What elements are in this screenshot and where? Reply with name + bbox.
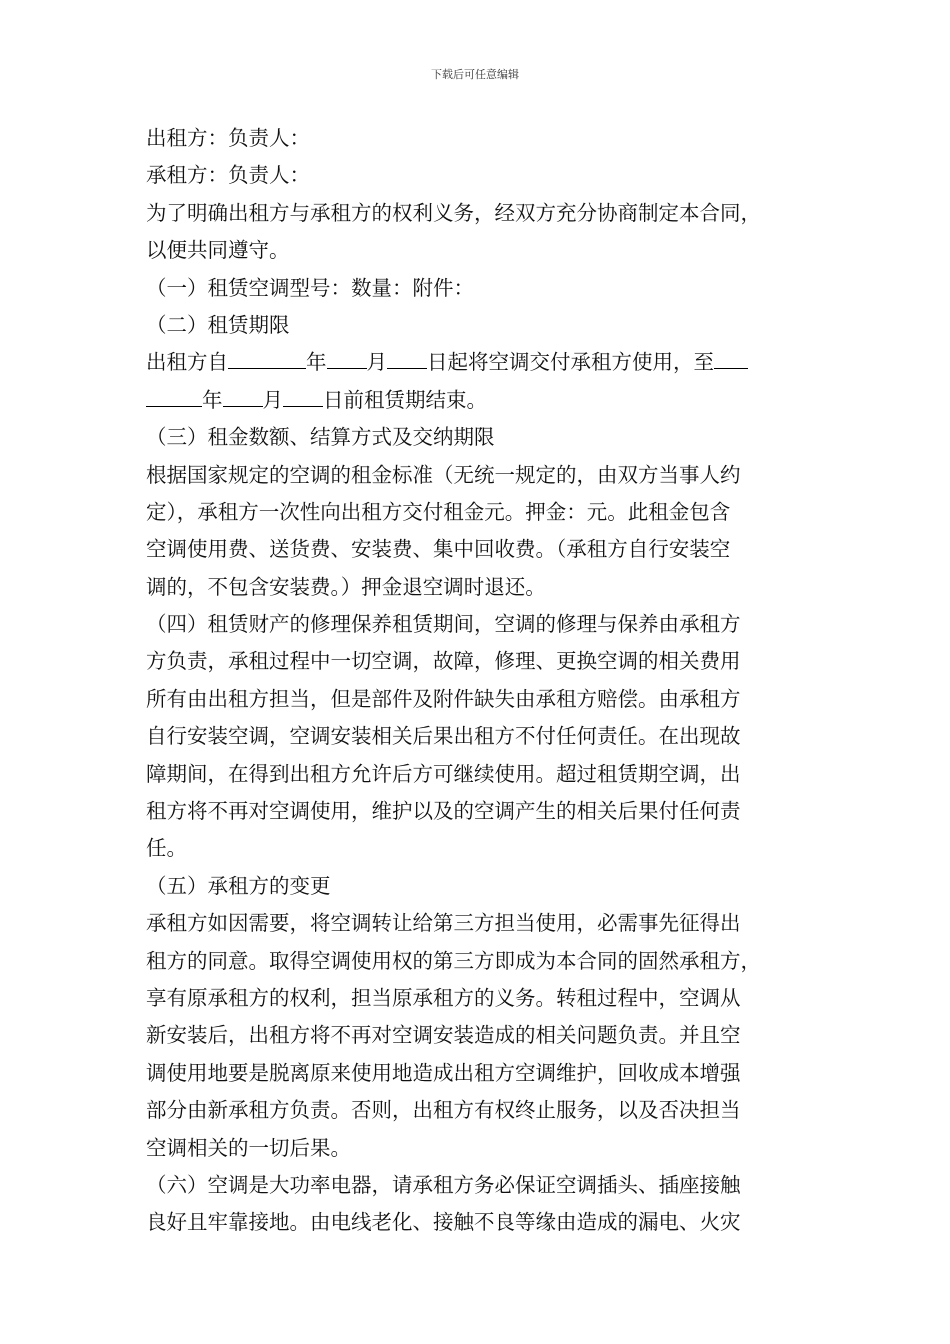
body-line: 任。 <box>146 836 187 861</box>
period-text: 月 <box>366 350 387 375</box>
body-line: 所有由出租方担当，但是部件及附件缺失由承租方赔偿。由承租方 <box>146 686 741 711</box>
period-line-2 <box>146 382 816 419</box>
body-line: 定），承租方一次性向出租方交付租金元。押金：元。此租金包含 <box>146 499 731 524</box>
body-line: 承租方：负责人： <box>146 163 310 188</box>
period-text: 年 <box>306 350 327 375</box>
blank-field <box>327 344 367 369</box>
body-line: 自行安装空调，空调安装相关后果出租方不付任何责任。在出现故 <box>146 724 741 749</box>
body-line: （二）租赁期限 <box>146 312 290 337</box>
page-header: 下载后可任意编辑 <box>431 68 519 81</box>
period-line-1 <box>146 344 816 381</box>
body-line: 承租方如因需要，将空调转让给第三方担当使用，必需事先征得出 <box>146 911 741 936</box>
body-line: 空调使用费、送货费、安装费、集中回收费。（承租方自行安装空 <box>146 537 731 562</box>
period-text: 月 <box>262 387 283 412</box>
period-text: 日起将空调交付承租方使用，至 <box>427 350 714 375</box>
body-line: 租方的同意。取得空调使用权的第三方即成为本合同的固然承租方， <box>146 948 761 973</box>
body-line: 享有原承租方的权利，担当原承租方的义务。转租过程中，空调从 <box>146 985 741 1010</box>
contract-body <box>146 120 816 1242</box>
period-text: 出租方自 <box>146 350 228 375</box>
body-line: 方负责，承租过程中一切空调，故障，修理、更换空调的相关费用 <box>146 649 741 674</box>
body-line: （四）租赁财产的修理保养租赁期间，空调的修理与保养由承租方 <box>146 612 741 637</box>
blank-field <box>283 382 323 407</box>
period-text: 日前租赁期结束。 <box>323 387 487 412</box>
period-text: 年 <box>202 387 223 412</box>
body-line: 空调相关的一切后果。 <box>146 1135 351 1160</box>
body-line: （六）空调是大功率电器，请承租方务必保证空调插头、插座接触 <box>146 1172 741 1197</box>
body-line: 障期间，在得到出租方允许后方可继续使用。超过租赁期空调，出 <box>146 761 741 786</box>
body-line: 新安装后，出租方将不再对空调安装造成的相关问题负责。并且空 <box>146 1023 741 1048</box>
blank-field <box>714 344 748 369</box>
body-line: 根据国家规定的空调的租金标准（无统一规定的，由双方当事人约 <box>146 462 741 487</box>
body-line: 租方将不再对空调使用，维护以及的空调产生的相关后果付任何责 <box>146 799 741 824</box>
body-line: 调使用地要是脱离原来使用地造成出租方空调维护，回收成本增强 <box>146 1060 741 1085</box>
body-line: （三）租金数额、结算方式及交纳期限 <box>146 425 495 450</box>
body-line: 部分由新承租方负责。否则，出租方有权终止服务，以及否决担当 <box>146 1098 741 1123</box>
body-line: （一）租赁空调型号：数量：附件： <box>146 275 474 300</box>
blank-field <box>223 382 263 407</box>
body-line: （五）承租方的变更 <box>146 873 331 898</box>
blank-field <box>146 382 202 407</box>
body-line: 以便共同遵守。 <box>146 238 290 263</box>
body-line: 出租方：负责人： <box>146 126 310 150</box>
body-line: 调的，不包含安装费。）押金退空调时退还。 <box>146 574 546 599</box>
blank-field <box>387 344 427 369</box>
body-line: 为了明确出租方与承租方的权利义务，经双方充分协商制定本合同， <box>146 200 761 225</box>
body-line: 良好且牢靠接地。由电线老化、接触不良等缘由造成的漏电、火灾 <box>146 1210 741 1235</box>
blank-field <box>228 344 306 369</box>
